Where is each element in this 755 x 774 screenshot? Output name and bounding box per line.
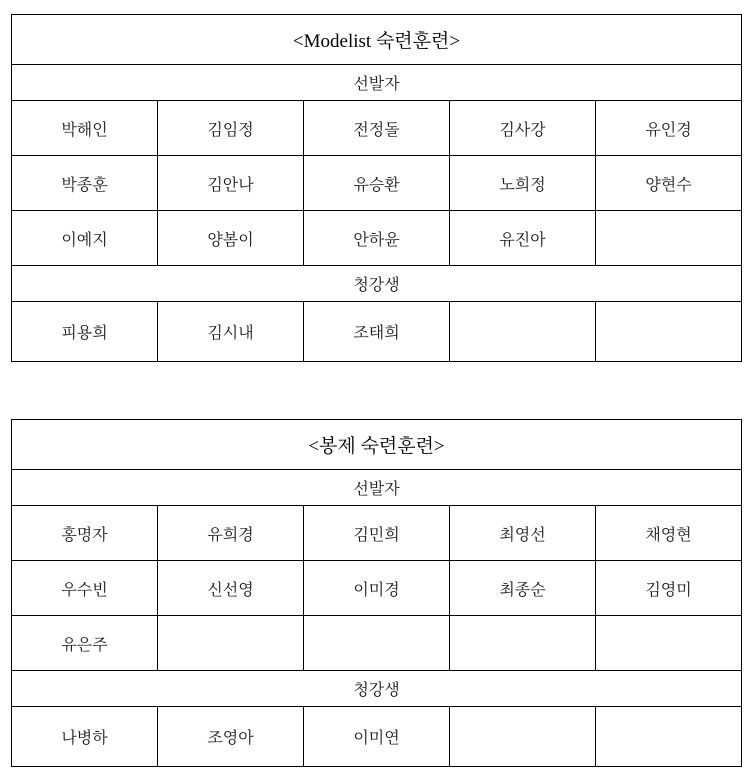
name-cell: 김임정 bbox=[158, 101, 304, 156]
section-header-row bbox=[12, 671, 742, 707]
empty-cell bbox=[450, 302, 596, 362]
name-cell: 신선영 bbox=[158, 561, 304, 616]
table-row bbox=[12, 561, 742, 616]
name-cell: 유진아 bbox=[450, 211, 596, 266]
section-header-row bbox=[12, 266, 742, 302]
name-cell: 유희경 bbox=[158, 506, 304, 561]
table-row bbox=[12, 156, 742, 211]
table-title: <Modelist 숙련훈련> bbox=[12, 15, 742, 65]
name-cell: 이미연 bbox=[304, 707, 450, 767]
table-row bbox=[12, 302, 742, 362]
name-cell: 김시내 bbox=[158, 302, 304, 362]
empty-cell bbox=[450, 616, 596, 671]
name-cell: 안하윤 bbox=[304, 211, 450, 266]
empty-cell bbox=[596, 616, 742, 671]
table-row bbox=[12, 506, 742, 561]
name-cell: 김민희 bbox=[304, 506, 450, 561]
section-label-selected: 선발자 bbox=[12, 65, 742, 101]
modelist-training-table bbox=[11, 14, 742, 362]
name-cell: 유승환 bbox=[304, 156, 450, 211]
empty-cell bbox=[596, 211, 742, 266]
name-cell: 조영아 bbox=[158, 707, 304, 767]
name-cell: 유은주 bbox=[12, 616, 158, 671]
name-cell: 나병하 bbox=[12, 707, 158, 767]
empty-cell bbox=[596, 302, 742, 362]
table-title: <봉제 숙련훈련> bbox=[12, 420, 742, 470]
section-header-row bbox=[12, 470, 742, 506]
title-row bbox=[12, 15, 742, 65]
sewing-training-table bbox=[11, 419, 742, 767]
name-cell: 노희정 bbox=[450, 156, 596, 211]
name-cell: 유인경 bbox=[596, 101, 742, 156]
name-cell: 최영선 bbox=[450, 506, 596, 561]
table-row bbox=[12, 707, 742, 767]
name-cell: 피용희 bbox=[12, 302, 158, 362]
empty-cell bbox=[158, 616, 304, 671]
name-cell: 이예지 bbox=[12, 211, 158, 266]
table-row bbox=[12, 211, 742, 266]
name-cell: 김사강 bbox=[450, 101, 596, 156]
empty-cell bbox=[450, 707, 596, 767]
title-row bbox=[12, 420, 742, 470]
name-cell: 우수빈 bbox=[12, 561, 158, 616]
table-row bbox=[12, 616, 742, 671]
section-label-selected: 선발자 bbox=[12, 470, 742, 506]
section-label-auditor: 청강생 bbox=[12, 671, 742, 707]
section-header-row bbox=[12, 65, 742, 101]
name-cell: 김영미 bbox=[596, 561, 742, 616]
name-cell: 최종순 bbox=[450, 561, 596, 616]
name-cell: 양현수 bbox=[596, 156, 742, 211]
name-cell: 박종훈 bbox=[12, 156, 158, 211]
name-cell: 전정돌 bbox=[304, 101, 450, 156]
section-label-auditor: 청강생 bbox=[12, 266, 742, 302]
table-row bbox=[12, 101, 742, 156]
empty-cell bbox=[304, 616, 450, 671]
name-cell: 채영현 bbox=[596, 506, 742, 561]
name-cell: 홍명자 bbox=[12, 506, 158, 561]
name-cell: 이미경 bbox=[304, 561, 450, 616]
name-cell: 박해인 bbox=[12, 101, 158, 156]
empty-cell bbox=[596, 707, 742, 767]
name-cell: 조태희 bbox=[304, 302, 450, 362]
name-cell: 양봄이 bbox=[158, 211, 304, 266]
name-cell: 김안나 bbox=[158, 156, 304, 211]
